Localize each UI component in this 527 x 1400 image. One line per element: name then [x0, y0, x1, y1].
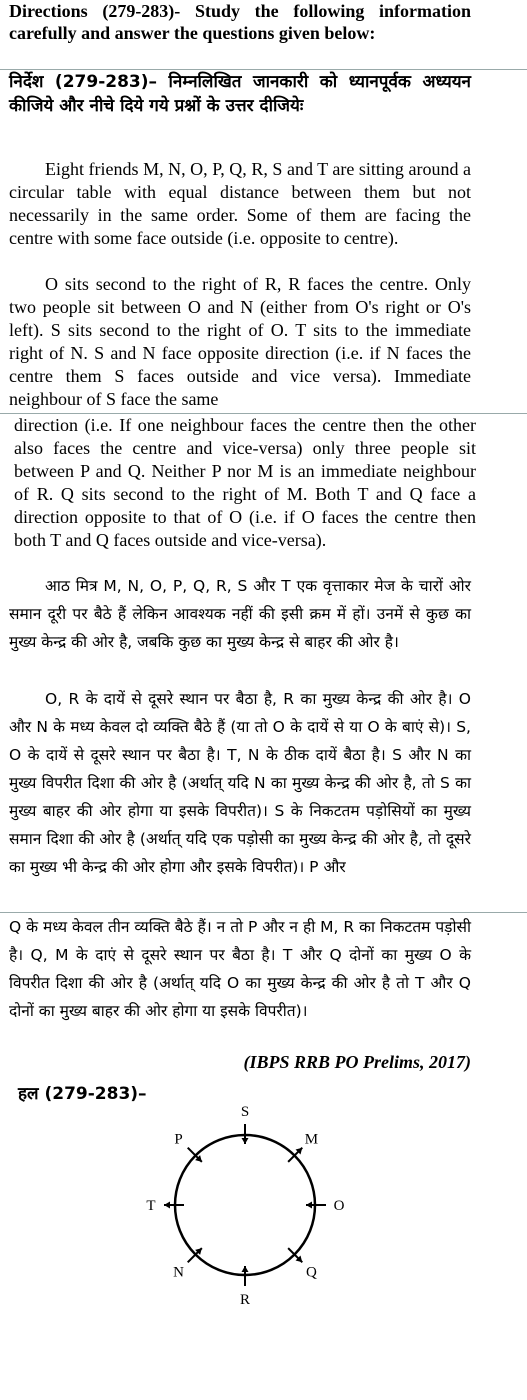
seat-arrow-r	[242, 1266, 249, 1272]
seat-arrow-s	[242, 1138, 249, 1144]
directions-english: Directions (279-283)- Study the following information carefully and answer the questions given below:	[9, 1, 471, 43]
hindi-paragraph-3: Q के मध्य केवल तीन व्यक्ति बैठे हैं। न तो P और न ही M, R का निकटतम पड़ोसी है। Q, M के दाएं से दूसरे स्थान पर बैठा है। T और Q दोनों का मुख्य O के विपरीत दिशा की ओर है (अर्थात् यदि O का मुख्य केन्द्र की ओर है तो T और Q दोनों का मुख्य बाहर की ओर होगा या इसके विपरीत)।	[9, 918, 471, 1020]
hindi-paragraph-2: O, R के दायें से दूसरे स्थान पर बैठा है, R का मुख्य केन्द्र की ओर है। O और N के मध्य केवल दो व्यक्ति बैठे हैं (या तो O के दायें से या O के बाएं से)। S, O के दायें से दूसरे स्थान पर बैठा है। T, N के ठीक दायें बैठा है। S और N का मुख्य विपरीत दिशा की ओर है (अर्थात् यदि N का मुख्य केन्द्र की ओर है, तो S का मुख्य बाहर की ओर होगा या इसके विपरीत)। S के निकटतम पड़ोसियों का मुख्य समान दिशा की ओर है (अर्थात् यदि एक पड़ोसी का मुख्य केन्द्र की ओर है, तो दूसरे का मुख्य भी केन्द्र की ओर होगा और इसके विपरीत)। P और	[9, 690, 471, 876]
seat-label-r: R	[239, 1292, 251, 1308]
seat-label-n: N	[173, 1264, 184, 1281]
english-paragraph-1: Eight friends M, N, O, P, Q, R, S and T are sitting around a circular table with equal distance between them but not necessarily in the same order. Some of them are facing the centre with some face outside (i.e. opposite to centre).	[9, 159, 471, 248]
english-paragraph-3: direction (i.e. If one neighbour faces the centre then the other also faces the centre and vice-versa) only three people sit between P and Q. Neither P nor M is an immediate neighbour of R. Q sits second to the right of M. Both T and Q face a direction opposite to that of O (i.e. if O faces the centre then both T and Q faces outside and vice-versa).	[14, 415, 476, 550]
seat-label-t: T	[146, 1198, 156, 1214]
seat-arrow-o	[306, 1202, 312, 1209]
seat-label-s: S	[240, 1104, 250, 1120]
directions-hindi: निर्देश (279-283)– निम्नलिखित जानकारी को ध्यानपूर्वक अध्ययन कीजिये और नीचे दिये गये प्रश्नों के उत्तर दीजियेः	[9, 72, 471, 116]
seat-label-p: P	[174, 1131, 183, 1148]
seating-diagram	[130, 1100, 360, 1330]
hindi-paragraph-1: आठ मित्र M, N, O, P, Q, R, S और T एक वृत्ताकार मेज के चारों ओर समान दूरी पर बैठे हैं लेकिन आवश्यक नहीं की इसी क्रम में हों। उनमें से कुछ का मुख्य केन्द्र की ओर है, जबकि कुछ का मुख्य केन्द्र से बाहर की ओर है।	[9, 577, 471, 651]
english-paragraph-2: O sits second to the right of R, R faces the centre. Only two people sit between O and N (either from O's right or O's left). S sits second to the right of O. T sits to the immediate right of N. S and N face opposite direction (i.e. if N faces the centre them S faces outside and vice versa). Immediate neighbour of S face the same	[9, 274, 471, 409]
seat-label-o: O	[333, 1198, 345, 1214]
seat-label-m: M	[304, 1131, 319, 1148]
seat-label-q: Q	[306, 1264, 317, 1281]
exam-source: (IBPS RRB PO Prelims, 2017)	[243, 1052, 471, 1072]
solution-heading: हल (279-283)–	[18, 1084, 147, 1104]
seat-arrow-t	[164, 1202, 170, 1209]
